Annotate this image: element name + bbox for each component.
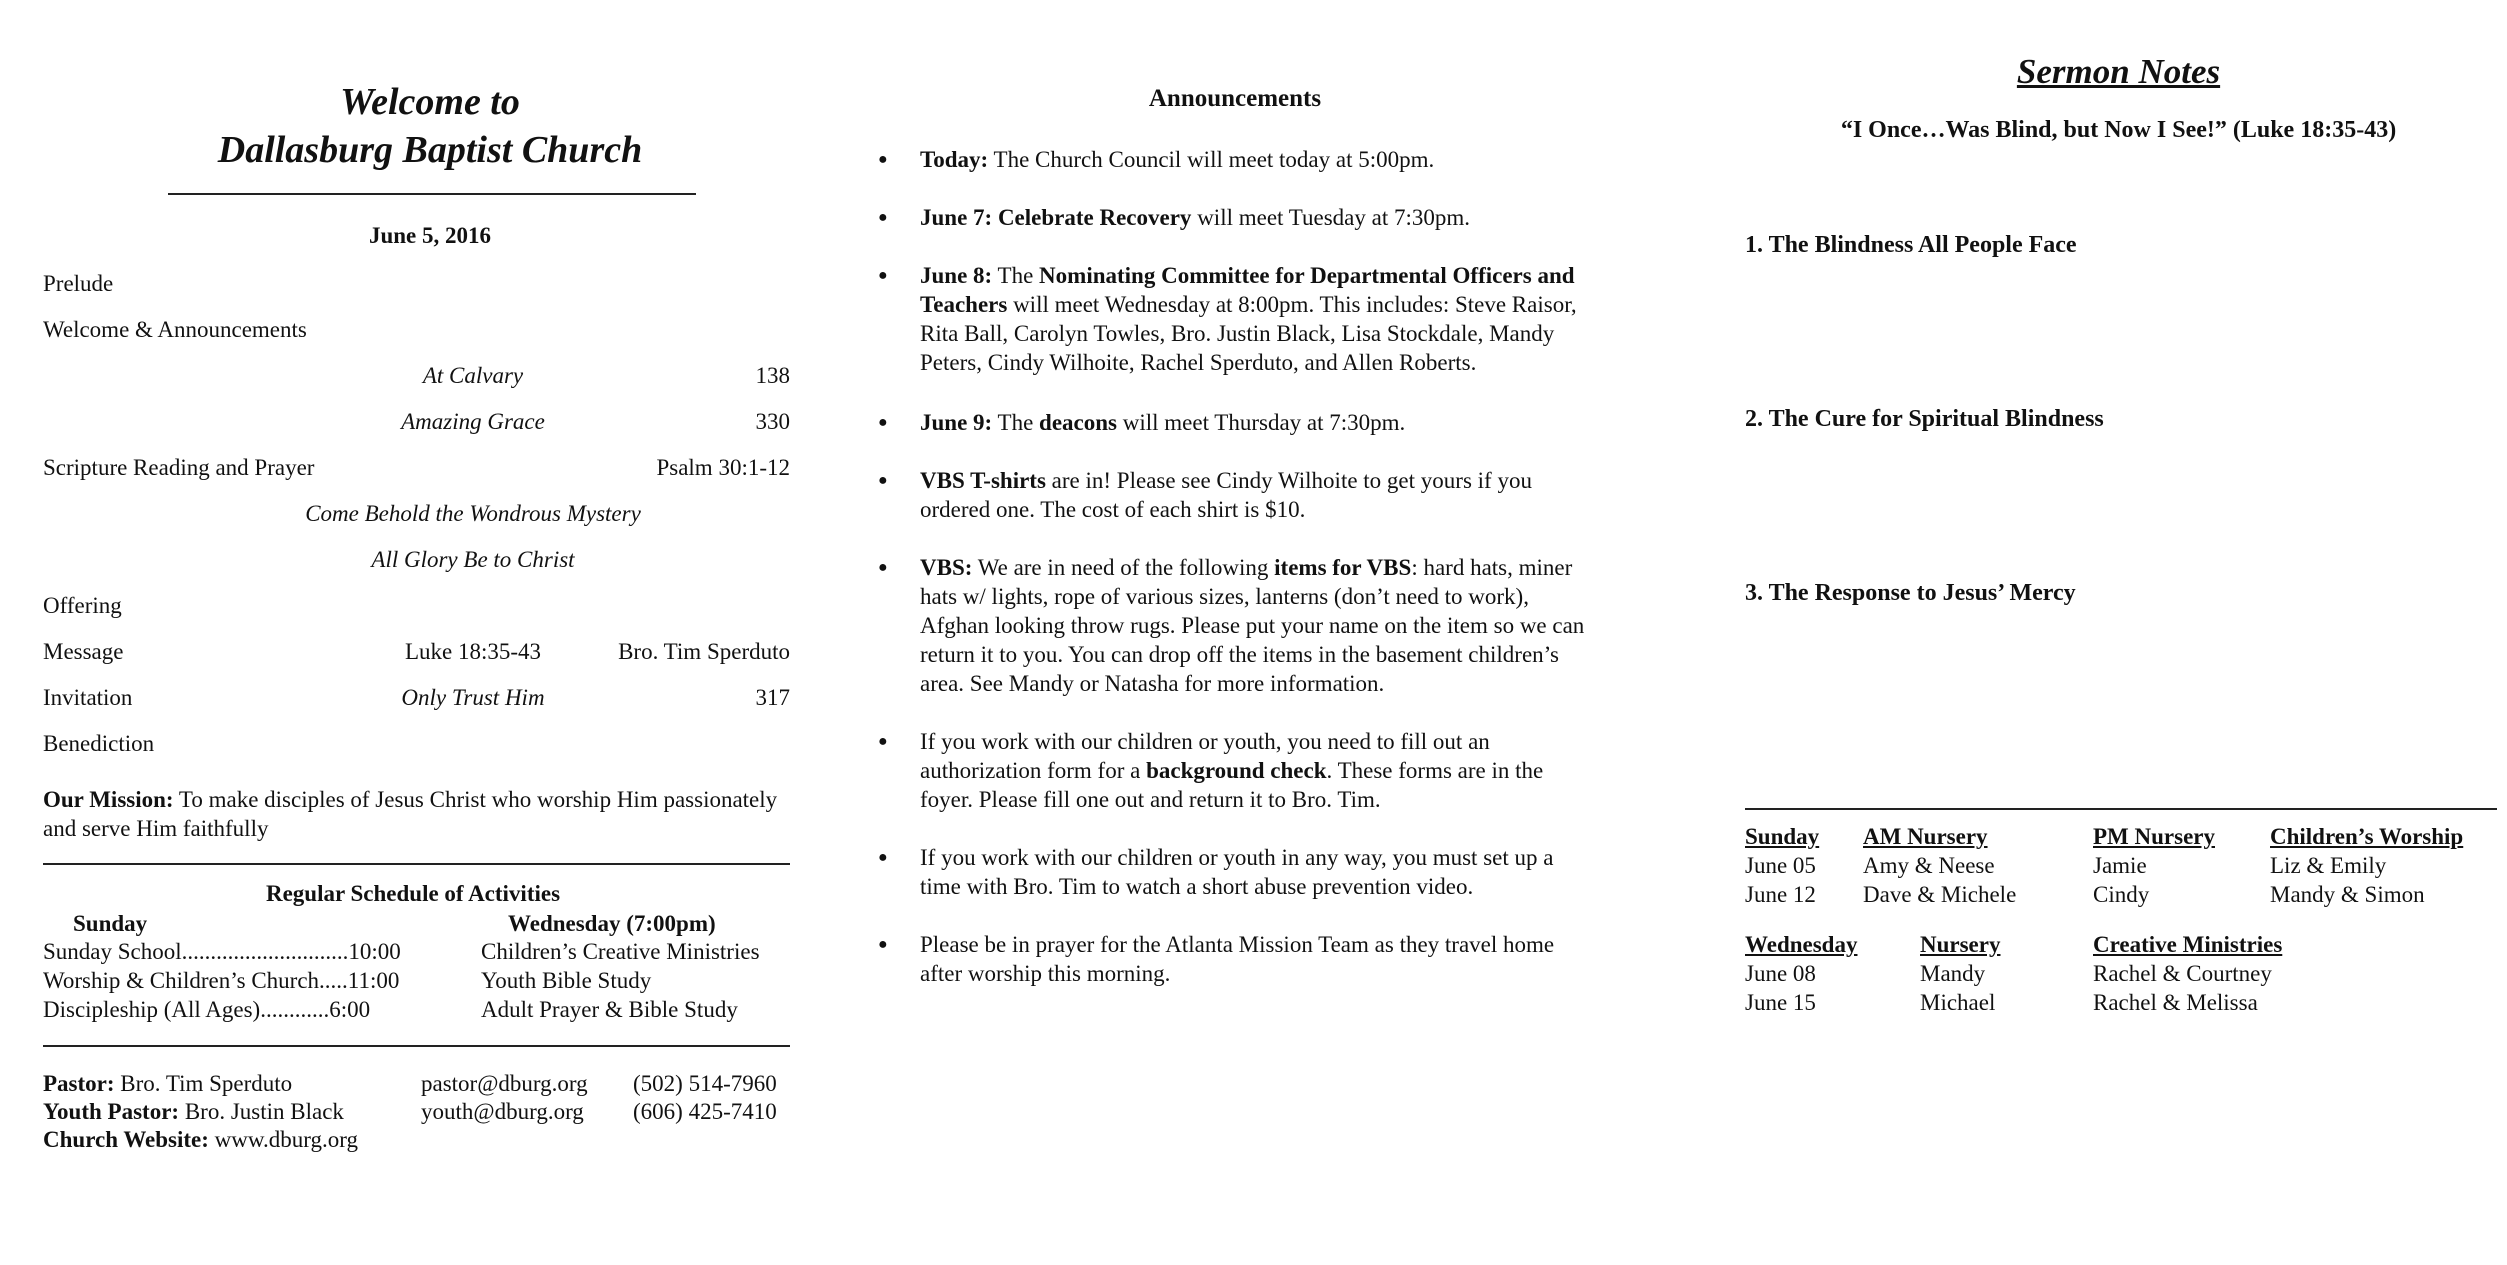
table-cell: Cindy [2093,882,2150,907]
announcement-line: VBS T-shirts are in! Please see Cindy Wilhoite to get yours if you [920,468,1532,493]
mission-label: Our Mission: [43,787,174,812]
contact-label: Pastor: [43,1071,115,1096]
divider [168,193,696,195]
order-item [43,408,790,438]
schedule-wednesday-item: Adult Prayer & Bible Study [481,997,738,1022]
bullet-icon: ● [878,209,888,226]
contact-phone: (502) 514-7960 [633,1071,777,1096]
announcement-text [920,466,1648,524]
contact-row [43,1098,803,1126]
order-item [43,638,790,668]
order-item-title: Luke 18:35-43 [404,639,542,664]
contact-name [43,1098,344,1127]
order-item-reference: Bro. Tim Sperduto [618,639,790,664]
announcement-line: Teachers will meet Wednesday at 8:00pm. This includes: Steve Raisor, [920,292,1577,317]
announcement-line: If you work with our children or youth in any way, you must set up a [920,845,1554,870]
announcement-text [920,553,1648,698]
bullet-icon: ● [878,472,888,489]
col-creative-ministries-head: Creative Ministries [2093,932,2283,957]
contact-value: Bro. Justin Black [179,1099,344,1124]
col-sunday-head: Sunday [1745,824,1820,849]
table-cell: June 05 [1745,853,1816,878]
schedule-wednesday-item: Youth Bible Study [481,968,652,993]
contact-name [43,1070,292,1099]
announcement-line: time with Bro. Tim to watch a short abuse prevention video. [920,874,1474,899]
table-cell: Amy & Neese [1863,853,1995,878]
order-item-title: At Calvary [422,363,524,388]
announcement-line: Rita Ball, Carolyn Towles, Bro. Justin Black, Lisa Stockdale, Mandy [920,321,1555,346]
contact-label: Church Website: [43,1127,209,1152]
announcement-line: ordered one. The cost of each shirt is $10. [920,497,1306,522]
announcements-title: Announcements [1148,85,1322,112]
sermon-point-1: 1. The Blindness All People Face [1745,232,2077,258]
announcement-line: Please be in prayer for the Atlanta Mission Team as they travel home [920,932,1555,957]
order-item-label: Welcome & Announcements [43,317,307,342]
schedule-wednesday-head: Wednesday (7:00pm) [508,911,716,936]
bullet-icon: ● [878,559,888,576]
order-item-title: Amazing Grace [401,409,545,434]
order-item [43,546,790,576]
left-panel [0,0,800,1265]
welcome-line-1: Welcome to [340,81,520,123]
col-nursery-head: Nursery [1920,932,2001,957]
contact-email[interactable]: pastor@dburg.org [421,1071,588,1096]
schedule-header [43,910,803,940]
announcement-text [920,930,1648,988]
order-item [43,362,790,392]
order-item-reference: 317 [755,685,790,710]
announcement-text [920,203,1648,232]
announcement-line: authorization form for a background check. These forms are in the [920,758,1544,783]
contact-value: Bro. Tim Sperduto [114,1071,293,1096]
contact-name [43,1126,358,1155]
announcement-line: June 7: Celebrate Recovery will meet Tuesday at 7:30pm. [920,205,1470,230]
announcement-text [920,727,1648,814]
contact-label: Youth Pastor: [43,1099,180,1124]
order-item [43,730,790,760]
table-cell: June 08 [1745,961,1816,986]
mission-statement [43,786,783,844]
order-item [43,454,790,484]
contact-row [43,1126,803,1154]
schedule-row [43,938,803,968]
order-item [43,500,790,530]
welcome-heading [170,78,690,174]
schedule-sunday-item: Worship & Children’s Church.....11:00 [43,968,400,993]
col-wednesday-head: Wednesday [1745,932,1858,957]
order-item-label: Offering [43,593,122,618]
announcement-line: after worship this morning. [920,961,1171,986]
announcement-line: Today: The Church Council will meet today at 5:00pm. [920,147,1435,172]
table-cell: June 15 [1745,990,1816,1015]
table-cell: Mandy & Simon [2270,882,2425,907]
schedule-sunday-item: Sunday School.............................10:00 [43,939,401,964]
order-item-reference: Psalm 30:1-12 [656,455,790,480]
bullet-icon: ● [878,267,888,284]
order-item [43,592,790,622]
bullet-icon: ● [878,151,888,168]
divider [1745,808,2497,810]
order-item-label: Scripture Reading and Prayer [43,455,315,480]
order-item-label: Prelude [43,271,114,296]
table-cell: Liz & Emily [2270,853,2387,878]
col-childrens-worship-head: Children’s Worship [2270,824,2464,849]
announcement-line: Afghan looking throw rugs. Please put your name on the item so we can [920,613,1585,638]
col-pm-nursery-head: PM Nursery [2093,824,2215,849]
schedule-sunday-head: Sunday [73,911,148,936]
divider [43,1045,790,1047]
contact-row [43,1070,803,1098]
table-cell: Michael [1920,990,1996,1015]
order-item [43,684,790,714]
schedule-wednesday-item: Children’s Creative Ministries [481,939,760,964]
table-cell: June 12 [1745,882,1816,907]
schedule-sunday-item: Discipleship (All Ages)............6:00 [43,997,371,1022]
announcement-text [920,145,1648,174]
sermon-notes-panel [1730,0,2507,1265]
announcement-line: If you work with our children or youth, you need to fill out an [920,729,1490,754]
table-cell: Rachel & Melissa [2093,990,2258,1015]
announcement-line: VBS: We are in need of the following items for VBS: hard hats, miner [920,555,1573,580]
schedule-row [43,967,803,997]
contact-phone: (606) 425-7410 [633,1099,777,1124]
schedule-title: Regular Schedule of Activities [265,881,561,906]
sermon-point-2: 2. The Cure for Spiritual Blindness [1745,406,2104,432]
announcement-text [920,261,1648,377]
sermon-notes-title: Sermon Notes [2016,52,2221,91]
divider [43,863,790,865]
bullet-icon: ● [878,849,888,866]
sermon-point-3: 3. The Response to Jesus’ Mercy [1745,580,2076,606]
contact-email[interactable]: youth@dburg.org [421,1099,584,1124]
announcements-panel [835,0,1635,1265]
contact-value: www.dburg.org [208,1127,358,1152]
table-cell: Rachel & Courtney [2093,961,2272,986]
schedule-row [43,996,803,1026]
col-am-nursery-head: AM Nursery [1863,824,1988,849]
order-item-reference: 330 [755,409,790,434]
order-item [43,270,790,300]
order-item [43,316,790,346]
announcement-text [920,843,1648,901]
announcement-line: area. See Mandy or Natasha for more information. [920,671,1385,696]
bullet-icon: ● [878,414,888,431]
announcement-line: return it to you. You can drop off the items in the basement children’s [920,642,1559,667]
order-item-label: Benediction [43,731,155,756]
order-item-reference: 138 [755,363,790,388]
announcement-line: foyer. Please fill one out and return it to Bro. Tim. [920,787,1381,812]
order-item-label: Invitation [43,685,133,710]
service-date: June 5, 2016 [368,223,492,248]
order-item-title: Come Behold the Wondrous Mystery [305,501,641,526]
table-cell: Mandy [1920,961,1986,986]
sermon-subtitle: “I Once…Was Blind, but Now I See!” (Luke 18:35-43) [1840,117,2397,143]
order-item-title: Only Trust Him [401,685,545,710]
announcement-line: June 8: The Nominating Committee for Departmental Officers and [920,263,1575,288]
announcement-line: June 9: The deacons will meet Thursday at 7:30pm. [920,410,1406,435]
order-item-label: Message [43,639,124,664]
announcement-line: hats w/ lights, rope of various sizes, lanterns (don’t need to work), [920,584,1529,609]
order-item-title: All Glory Be to Christ [371,547,575,572]
mission-text: To make disciples of Jesus Christ who worship Him passionately and serve Him faithfully [43,787,778,841]
welcome-line-2: Dallasburg Baptist Church [217,129,643,171]
announcement-text [920,408,1648,437]
bullet-icon: ● [878,936,888,953]
announcement-line: Peters, Cindy Wilhoite, Rachel Sperduto, and Allen Roberts. [920,350,1477,375]
bullet-icon: ● [878,733,888,750]
table-cell: Jamie [2093,853,2147,878]
table-cell: Dave & Michele [1863,882,2017,907]
